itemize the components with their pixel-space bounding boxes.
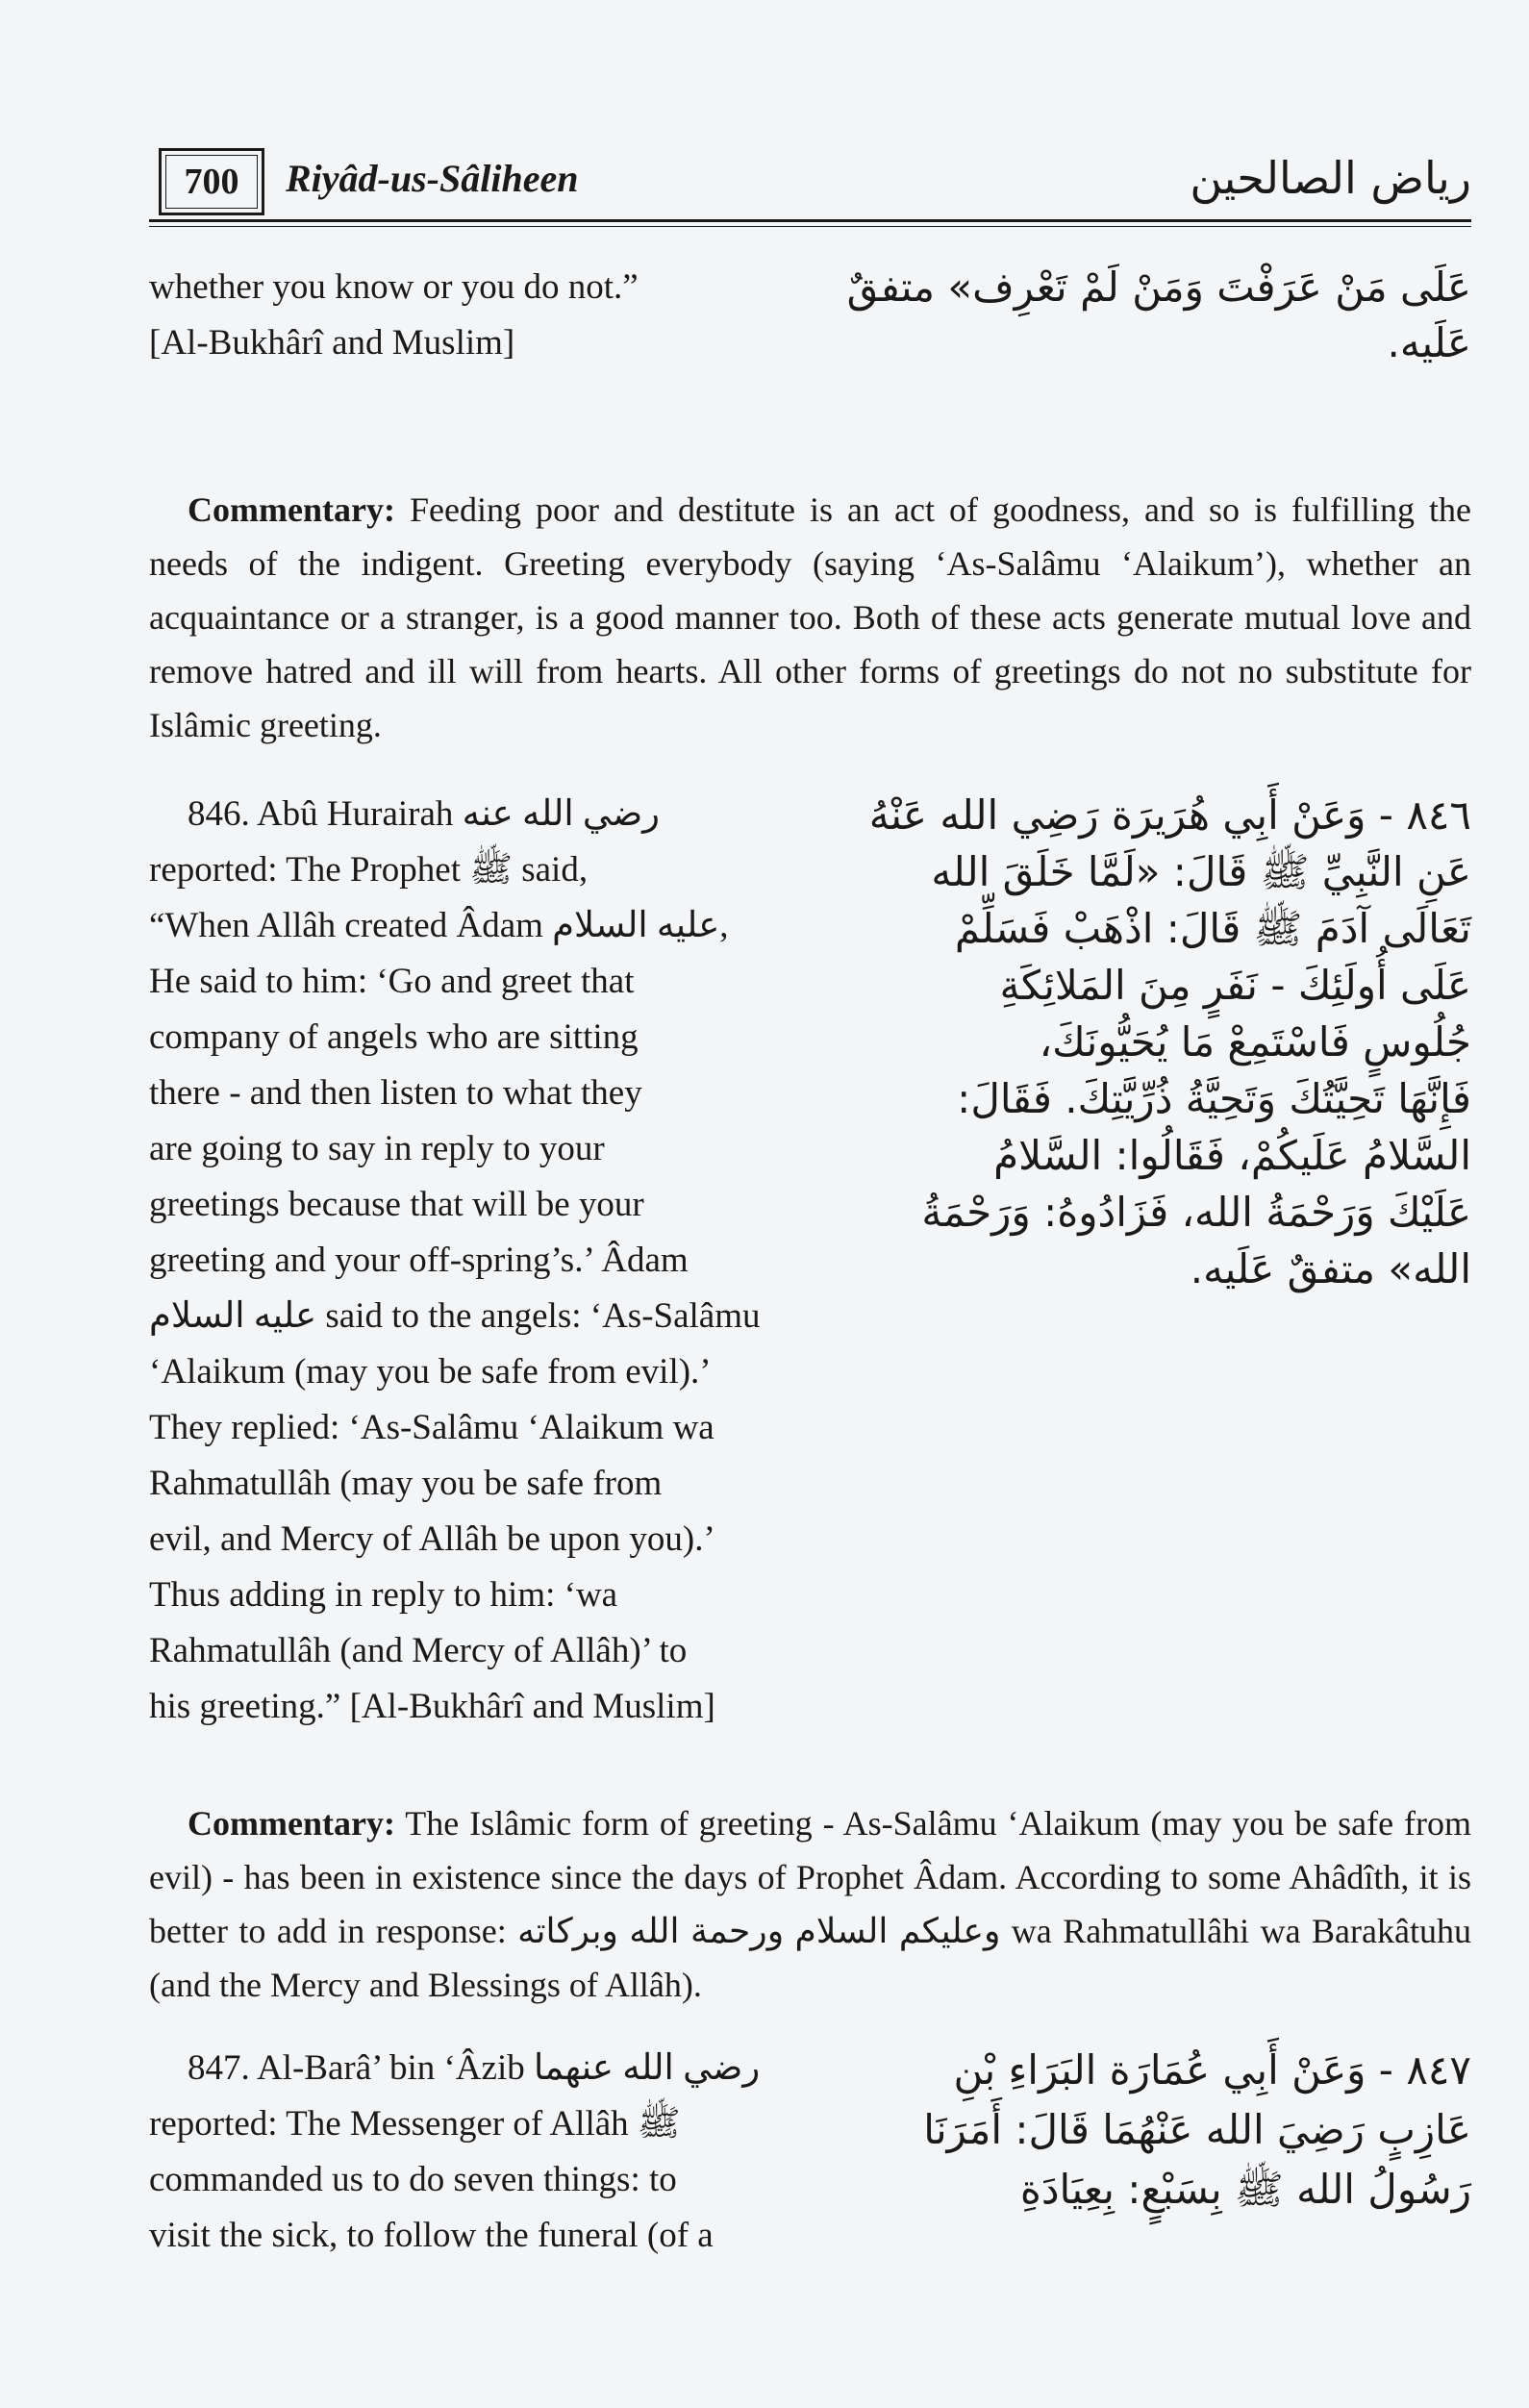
text-line: whether you know or you do not.”	[149, 267, 639, 307]
commentary-label: Commentary:	[188, 1804, 395, 1843]
text-line: reported: The Prophet ﷺ said,	[149, 850, 589, 890]
arabic-line: عَلَى أُولَئِكَ - نَفَرٍ مِنَ المَلائِكَةِ	[999, 962, 1471, 1009]
hadith-846-english	[149, 787, 817, 1735]
arabic-line: جُلُوسٍ فَاسْتَمِعْ مَا يُحَيُّونَكَ،	[1039, 1018, 1471, 1066]
text-line: greeting and your off-spring’s.’ Âdam	[149, 1241, 689, 1280]
page-number-box	[159, 148, 264, 215]
text-line: Rahmatullâh (may you be safe from	[149, 1464, 663, 1503]
book-title-english: Riyâd-us-Sâliheen	[286, 157, 579, 200]
text-line: are going to say in reply to your	[149, 1129, 605, 1168]
page-header	[149, 144, 1471, 226]
text-line: commanded us to do seven things: to	[149, 2160, 677, 2199]
commentary-text: The Islâmic form of greeting - As-Salâmu ‘Alaikum (may you be safe from evil) - has been in existence since the days of Prophet Âdam. According to some Ahâdîth, it is better to add in response: وعليكم السلام ورحمة الله وبركاته wa Rahmatullâhi wa Barakâtuhu (and the Mercy and Blessings of Allâh).	[149, 1804, 1471, 2004]
text-line: greetings because that will be your	[149, 1185, 644, 1224]
commentary-1	[149, 483, 1471, 752]
commentary-2	[149, 1796, 1471, 2012]
hadith-846-arabic	[808, 787, 1471, 1297]
text-line: 847. Al-Barâ’ bin ‘Âzib رضي الله عنهما	[188, 2048, 761, 2088]
text-line: Rahmatullâh (and Mercy of Allâh)’ to	[149, 1631, 688, 1670]
arabic-line: عَلَيْكَ وَرَحْمَةُ الله، فَزَادُوهُ: وَرَحْمَةُ	[921, 1189, 1471, 1236]
arabic-line: فَإِنَّهَا تَحِيَّتُكَ وَتَحِيَّةُ ذُرِّيَّتِكَ. فَقَالَ:	[957, 1075, 1471, 1122]
text-line: [Al-Bukhârî and Muslim]	[149, 323, 515, 363]
text-line: there - and then listen to what they	[149, 1073, 642, 1113]
text-line: They replied: ‘As-Salâmu ‘Alaikum wa	[149, 1408, 714, 1447]
text-line: reported: The Messenger of Allâh ﷺ	[149, 2104, 681, 2144]
hadith-847-arabic	[808, 2041, 1471, 2220]
commentary-label: Commentary:	[188, 490, 395, 529]
text-line: Thus adding in reply to him: ‘wa	[149, 1575, 618, 1615]
arabic-line: السَّلامُ عَلَيكُمْ، فَقَالُوا: السَّلامُ	[993, 1132, 1471, 1179]
text-line: عليه السلام said to the angels: ‘As-Salâmu	[149, 1296, 761, 1336]
arabic-line: ٨٤٦ - وَعَنْ أَبِي هُرَيرَة رَضِي الله عَنْهُ	[868, 791, 1471, 839]
header-rule	[149, 219, 1471, 222]
text-line: He said to him: ‘Go and greet that	[149, 962, 635, 1001]
page-number: 700	[184, 162, 239, 202]
arabic-line: عَلَيه.	[1387, 319, 1471, 366]
text-line: company of angels who are sitting	[149, 1017, 639, 1057]
text-line: his greeting.” [Al-Bukhârî and Muslim]	[149, 1687, 715, 1726]
top-english-text	[149, 260, 822, 371]
arabic-line: ٨٤٧ - وَعَنْ أَبِي عُمَارَة البَرَاءِ بْنِ	[953, 2046, 1471, 2094]
text-line: visit the sick, to follow the funeral (of a	[149, 2216, 714, 2255]
arabic-line: رَسُولُ الله ﷺ بِسَبْعٍ: بِعِيَادَةِ	[1019, 2166, 1471, 2213]
text-line: 846. Abû Hurairah رضي الله عنه	[188, 794, 661, 834]
arabic-line: عَازِبٍ رَضِيَ الله عَنْهُمَا قَالَ: أَمَرَنَا	[923, 2106, 1471, 2153]
arabic-line: الله» متفقٌ عَلَيه.	[1190, 1245, 1471, 1292]
header-rule-thin	[149, 226, 1471, 227]
book-title-arabic: رياض الصالحين	[1190, 152, 1471, 204]
top-arabic-text	[808, 260, 1471, 371]
hadith-847-english	[149, 2041, 817, 2264]
commentary-text: Feeding poor and destitute is an act of goodness, and so is fulfilling the needs of the indigent. Greeting everybody (saying ‘As-Salâmu ‘Alaikum’), whether an acquaintance or a stranger, is a good manner too. Both of these acts generate mutual love and remove hatred and ill will from hearts. All other forms of greetings do not no substitute for Islâmic greeting.	[149, 490, 1472, 744]
arabic-line: تَعَالَى آدَمَ ﷺ قَالَ: اذْهَبْ فَسَلِّمْ	[954, 905, 1471, 952]
arabic-line: عَنِ النَّبِيِّ ﷺ قَالَ: «لَمَّا خَلَقَ الله	[931, 848, 1471, 895]
text-line: “When Allâh created Âdam عليه السلام,	[149, 906, 729, 945]
text-line: ‘Alaikum (may you be safe from evil).’	[149, 1352, 712, 1392]
text-line: evil, and Mercy of Allâh be upon you).’	[149, 1519, 715, 1559]
arabic-line: عَلَى مَنْ عَرَفْتَ وَمَنْ لَمْ تَعْرِف» متفقٌ	[846, 263, 1471, 311]
